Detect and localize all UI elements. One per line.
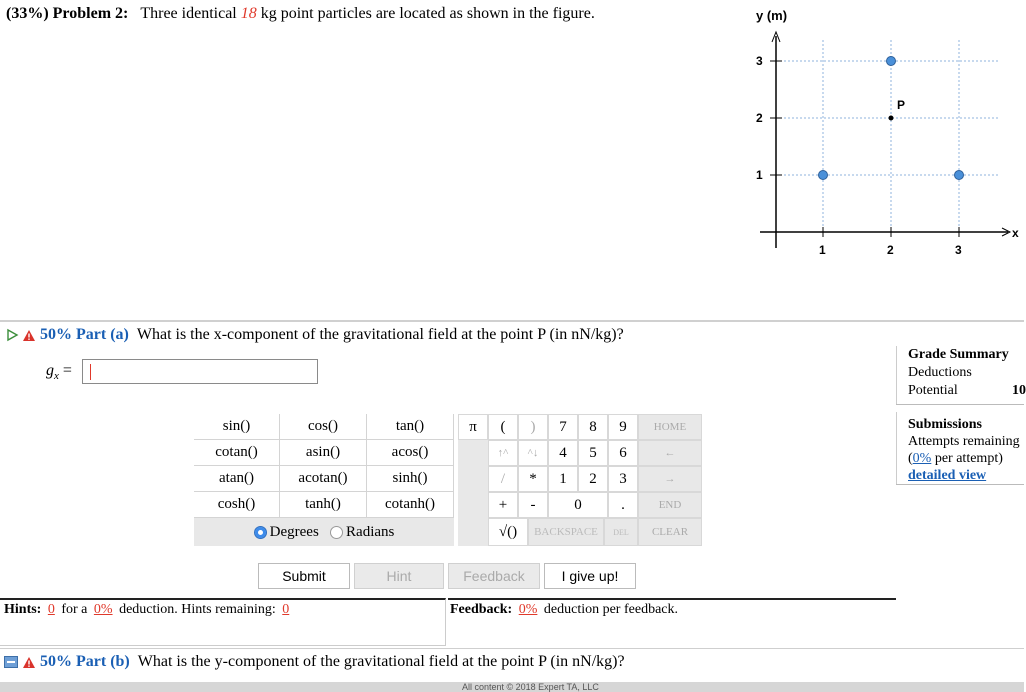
y-tick-label: 3: [756, 54, 763, 68]
grade-summary-title: Grade Summary: [908, 347, 1009, 362]
y-tick-label: 2: [756, 111, 763, 125]
submissions: [896, 416, 1024, 484]
axis-ticks: [756, 54, 962, 257]
function-button[interactable]: cotan(): [194, 440, 280, 466]
submit-button[interactable]: Submit: [258, 563, 350, 589]
function-button[interactable]: acos(): [367, 440, 454, 466]
key-end[interactable]: END: [638, 492, 702, 518]
key-backspace[interactable]: BACKSPACE: [528, 518, 604, 546]
function-button[interactable]: tanh(): [280, 492, 367, 518]
key-plus[interactable]: +: [488, 492, 518, 518]
key-clear[interactable]: CLEAR: [638, 518, 702, 546]
submissions-divider: [896, 484, 1024, 485]
key-home[interactable]: HOME: [638, 414, 702, 440]
feedback-deduction-text: deduction per feedback.: [543, 602, 678, 617]
feedback-button[interactable]: Feedback: [448, 563, 540, 589]
problem-number: Problem 2:: [52, 5, 129, 22]
key-6[interactable]: 6: [608, 440, 638, 466]
point-p-marker: [889, 116, 894, 121]
separator: [0, 648, 1024, 649]
coordinate-plot: [740, 0, 1024, 280]
problem-mass-value: 18: [240, 5, 257, 22]
footer: [0, 682, 1024, 692]
degrees-radio[interactable]: [254, 526, 267, 539]
keypad: [458, 414, 702, 546]
key-0[interactable]: 0: [548, 492, 608, 518]
give-up-button[interactable]: I give up!: [544, 563, 636, 589]
key-3[interactable]: 3: [608, 466, 638, 492]
hints-info: [4, 602, 292, 618]
answer-variable-subscript: x: [54, 370, 59, 383]
point-p-label: P: [897, 98, 906, 112]
key-sqrt[interactable]: √(): [488, 518, 528, 546]
particle-marker: [887, 57, 896, 66]
open-paren: (: [908, 451, 913, 466]
degrees-label[interactable]: Degrees: [269, 523, 319, 540]
per-attempt-row: [908, 450, 1024, 467]
key-left-paren[interactable]: (: [488, 414, 518, 440]
attempts-remaining: Attempts remaining: [908, 434, 1020, 449]
key-down[interactable]: ^↓: [518, 440, 548, 466]
submissions-title: Submissions: [908, 417, 982, 432]
hints-label: Hints:: [4, 602, 42, 617]
key-delete[interactable]: DEL: [604, 518, 638, 546]
radians-label[interactable]: Radians: [346, 523, 395, 540]
hints-deduction-pct: 0%: [93, 602, 113, 617]
key-minus[interactable]: -: [518, 492, 548, 518]
key-dot[interactable]: .: [608, 492, 638, 518]
key-right-arrow[interactable]: →: [638, 466, 702, 492]
x-tick-label: 2: [887, 243, 894, 257]
plot-grid: [776, 40, 998, 232]
function-panel: [194, 414, 454, 546]
x-axis-label: x: [1012, 226, 1019, 240]
key-7[interactable]: 7: [548, 414, 578, 440]
problem-text-start: Three identical: [140, 5, 237, 22]
detailed-view-link[interactable]: detailed view: [908, 468, 987, 483]
function-button[interactable]: sin(): [194, 414, 280, 440]
key-1[interactable]: 1: [548, 466, 578, 492]
particle-marker: [955, 171, 964, 180]
deductions-label: Deductions: [908, 365, 972, 380]
x-tick-label: 3: [955, 243, 962, 257]
feedback-label: Feedback:: [450, 602, 513, 617]
radians-radio[interactable]: [330, 526, 343, 539]
separator: [0, 320, 1024, 322]
copyright-text: All content © 2018 Expert TA, LLC: [462, 682, 599, 692]
text-caret: [90, 364, 91, 380]
key-2[interactable]: 2: [578, 466, 608, 492]
key-up[interactable]: ↑^: [488, 440, 518, 466]
function-button[interactable]: sinh(): [367, 466, 454, 492]
potential-label: Potential: [908, 383, 958, 398]
potential-row: [896, 382, 1024, 400]
feedback-deduction-pct: 0%: [518, 602, 538, 617]
grade-summary: [896, 346, 1024, 400]
hints-count: 0: [47, 602, 55, 617]
angle-mode-selector: [194, 518, 454, 546]
function-button[interactable]: atan(): [194, 466, 280, 492]
part-b-weight: 50% Part (b): [40, 653, 130, 670]
problem-figure: [740, 0, 1024, 280]
per-attempt-pct: 0%: [912, 451, 932, 466]
grade-summary-divider: [896, 404, 1024, 405]
function-button[interactable]: tan(): [367, 414, 454, 440]
key-5[interactable]: 5: [578, 440, 608, 466]
key-8[interactable]: 8: [578, 414, 608, 440]
y-axis-label: y (m): [756, 8, 788, 23]
x-tick-label: 1: [819, 243, 826, 257]
part-a-header: [6, 326, 624, 344]
per-attempt-text: per attempt): [934, 451, 1003, 466]
function-button[interactable]: cos(): [280, 414, 367, 440]
collapse-icon[interactable]: [4, 656, 18, 668]
answer-variable: g: [46, 362, 54, 379]
function-button[interactable]: cotanh(): [367, 492, 454, 518]
part-b-header: [4, 653, 625, 671]
hint-button[interactable]: Hint: [354, 563, 444, 589]
key-9[interactable]: 9: [608, 414, 638, 440]
feedback-info: [450, 602, 678, 618]
key-divide[interactable]: /: [488, 466, 518, 492]
key-left-arrow[interactable]: ←: [638, 440, 702, 466]
warning-icon: [22, 329, 36, 342]
key-multiply[interactable]: *: [518, 466, 548, 492]
part-a-weight: 50% Part (a): [40, 326, 129, 343]
y-tick-label: 1: [756, 168, 763, 182]
answer-label: [46, 362, 72, 382]
equals-sign: =: [62, 362, 72, 379]
hints-deduction-text: deduction. Hints remaining:: [119, 602, 276, 617]
potential-value: 10: [1012, 383, 1026, 398]
answer-input[interactable]: [82, 359, 318, 384]
part-a-question: What is the x-component of the gravitational field at the point P (in nN/kg)?: [136, 326, 624, 343]
problem-statement: [6, 5, 595, 23]
key-pi[interactable]: π: [458, 414, 488, 440]
function-button[interactable]: asin(): [280, 440, 367, 466]
function-button[interactable]: cosh(): [194, 492, 280, 518]
particle-marker: [819, 171, 828, 180]
warning-icon: [22, 656, 36, 669]
problem-text-end: kg point particles are located as shown in the figure.: [260, 5, 595, 22]
key-4[interactable]: 4: [548, 440, 578, 466]
expand-triangle-icon[interactable]: [6, 329, 18, 341]
key-right-paren[interactable]: ): [518, 414, 548, 440]
hints-for-a: for a: [61, 602, 88, 617]
problem-weight: (33%): [6, 5, 49, 22]
function-grid: [194, 414, 454, 518]
part-b-question: What is the y-component of the gravitational field at the point P (in nN/kg)?: [137, 653, 625, 670]
function-button[interactable]: acotan(): [280, 466, 367, 492]
hints-remaining: 0: [282, 602, 290, 617]
